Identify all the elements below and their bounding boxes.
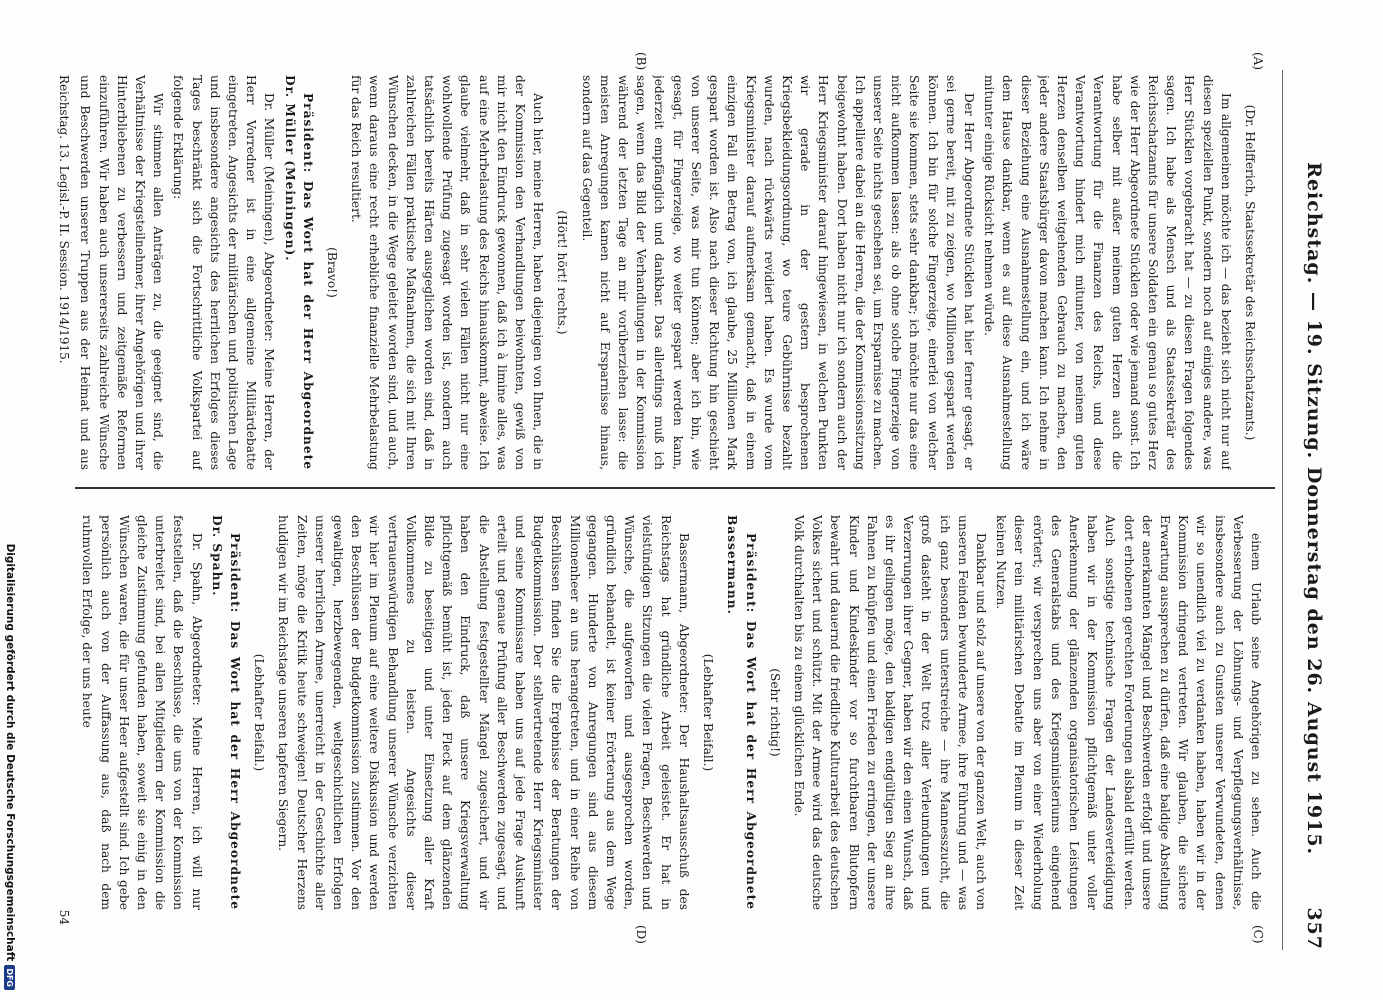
left-column bbox=[75, 75, 1265, 470]
interjection: (Hört! hört! rechts.) bbox=[555, 210, 570, 335]
right-paragraph-2: Dankbar und stolz auf unsere von der ganzen Welt, auch von unseren Feinden bewunderte Armee, ihre Führung und — was ich ganz besonders unterstreiche — ihre Mannesszucht, die groß dasteht in der Welt trotz aller Verleumdungen und Verzerrungen ihrer Gegner, haben wir den einen Wunsch, daß es ihr gelingen möge, den baldigen endgültigen Sieg an ihre Fahnen zu knüpfen und einen Frieden zu erringen, der unsere Kinder und Kindeskinder vor so furchtbaren Blutopfern bewahrt und dauernd die friedliche Kulturarbeit des deutschen Volkes sichert und schützt. Mit der Armee wird das deutsche Volk durchhalten bis zu einem glücklichen Ende. bbox=[791, 515, 988, 910]
left-paragraph-1: Im allgemeinen möchte ich — das bezieht sich nicht nur auf diesen speziellen Punkt, sondern noch auf einiges andere, was Herr Stücklen vorgebracht hat — zu diesen Fragen folgendes sagen. Ich habe als Mensch und als Staatssekretär des Reichsschatzamts für unsere Soldaten ein genau so gutes Herz wie der Herr Abgeordnete Stücklen oder wie jemand sonst. Ich habe selber mit außer meinem guten Herzen auch die Verantwortung für die Finanzen des Reichs, und diese Verantwortung hindert mich mitunter, von meinem guten Herzen denselben weitgehenden Gebrauch zu machen, den jeder andere Staatsbürger davon machen kann. Ich nehme in dieser Beziehung eine Ausnahmestellung ein, und ich wäre dem Hause dankbar, wenn es auf diese Ausnahmestellung mitunter einige Rücksicht nehmen würde. bbox=[982, 75, 1233, 470]
left-paragraph-2: Der Herr Abgeordnete Stücklen hat hier ferner gesagt, er sei gerne bereit, mit zu zeigen, wo Millionen gespart werden können. Ich bin für solche Fingerzeige, einerlei von welcher Seite sie kommen, stets sehr dankbar; ich möchte nur das eine nicht aufkommen lassen: als ob ohne solche Fingerzeige von unserer Seite nichts geschehen sei, um Ersparnisse zu machen. Ich appelliere dabei an die Herren, die der Kommissionssitzung beigewohnt haben. Dort haben nicht nur ich sondern auch der Herr Kriegsminister darauf hingewiesen, in welchen Punkten wir gerade in der gestern besprochenen Kriegsbekleidungsordnung, wo teure Gebührnisse bezahlt wurden, nach rückwärts revidiert haben. Es wurde vom Kriegsminister darauf aufmerksam gemacht, daß in einem einzigen Fall ein Betrag von, ich glaube, 25 Millionen Mark gespart worden ist. Also nach dieser Richtung hin geschieht von unserer Seite, was mir tun können; aber ich bin, wie gesagt, für Fingerzeige, wo weiter gespart werden kann, jederzeit empfänglich und dankbar. Das allerdings muß ich sagen, wenn das Bild der Verhandlungen in der Kommission während der letzten Tage an mir vorüberziehen lasse: die meisten Anregungen kamen nicht auf Ersparnisse hinaus, sondern auf das Gegenteil. bbox=[579, 75, 976, 470]
speaker-intro: (Dr. Helfferich, Staatssekretär des Reichsschatzamts.) bbox=[1243, 104, 1257, 441]
interjection: (Bravo!) bbox=[325, 247, 340, 298]
footer-source: Reichstag. 13. Legisl.-P. II. Session. 1914/1915. bbox=[57, 75, 71, 364]
interjection: (Lebhafter Beifall.) bbox=[701, 653, 716, 772]
page-footer bbox=[51, 75, 71, 945]
right-paragraph-1: einem Urlaub seine Angehörigen zu sehen. Auch die Verbesserung der Löhnungs- und Verpflegungsverhältnisse, insbesondere auch zu Gunsten unserer Verwundeten, denen wir so unendlich viel zu verdanken haben, haben wir in der Kommission dringend vertreten. Wir glauben, die sichere Erwartung aussprechen zu dürfen, daß eine baldige Abstellung der anerkannten Mängel und Beschwerden erfolgt und unsere dort erhobenen gerechten Forderungen alsbald erfüllt werden. Auch sonstige technische Fragen der Landesverteidigung haben wir in der Kommission pflichtgemäß unter voller Anerkennung der glänzenden organisatorischen Leistungen des Generalstabs und des Kriegsministeriums eingehend erörtert; wir versprechen uns aber von einer Wiederholung dieser rein militärischen Debatte im Plenum in dieser Zeit keinen Nutzen. bbox=[994, 515, 1263, 910]
right-column bbox=[75, 515, 1265, 910]
margin-letter-d: (D) bbox=[634, 925, 648, 944]
right-paragraph-4: Dr. Spahn, Abgeordneter: Meine Herren, ich will nur feststellen, daß die Beschlüsse, die uns von der Kommission unterbreitet sind, bei allen Mitgliedern der Kommission die gleiche Zustimmung gefunden haben, soweit sie einig in den Wünschen waren, die für unser Heer aufgestellt sind. Ich gebe persönlich auch von der Auffassung aus, daß nach dem ruhmvollen Erfolge, der uns heute bbox=[80, 515, 204, 910]
margin-letter-b: (B) bbox=[634, 52, 648, 71]
left-paragraph-3: Auch hier, meine Herren, haben diejenigen von Ihnen, die in der Kommission den Verhandlungen beiwohnten, gewiß von mir nicht den Eindruck gewonnen, daß ich à limine alles, was auf eine Mehrbelastung des Reichs hinauskommt, abweise. Ich glaube vielmehr, daß in sehr vielen Fällen nicht nur eine wohlwollende Prüfung zugesagt worden ist, sondern auch tatsächlich bereits Härten ausgeglichen worden sind, daß in zahlreichen Fällen praktische Maßnahmen, die sich mit Ihren Wünschen decken, in die Wege geleitet worden sind, und auch, wenn daraus eine recht erhebliche finanzielle Mehrbelastung für das Reich resultiert. bbox=[349, 75, 546, 470]
dfg-logo-icon: DFG bbox=[5, 965, 16, 990]
left-paragraph-4: Dr. Müller (Meiningen), Abgeordneter: Meine Herren, der Herr Vorredner ist in eine allgemeine Militärdebatte eingetreten. Angesichts der militärischen und politischen Lage und insbesondere angesichts des herrlichen Erfolges dieses Tages beschränkt sich die Fortschrittliche Volkspartei auf folgende Erklärung: bbox=[171, 75, 277, 470]
header-rule bbox=[1282, 70, 1283, 950]
margin-letter-a: (A) bbox=[1251, 52, 1265, 71]
president-statement: Präsident: Das Wort hat der Herr Abgeordnete Bassermann. bbox=[725, 515, 758, 910]
interjection: (Sehr richtig!) bbox=[767, 668, 782, 757]
president-statement: Präsident: Das Wort hat der Herr Abgeordnete Dr. Spahn. bbox=[209, 515, 243, 910]
header-title: Reichstag. — 19. Sitzung. Donnerstag den 26. August 1915. bbox=[1303, 162, 1325, 856]
digitization-note: Digitalisierung gefördert durch die Deutsche Forschungsgemeinschaft bbox=[4, 543, 16, 962]
interjection: (Lebhafter Beifall.) bbox=[252, 653, 267, 772]
page-number: 357 bbox=[1303, 907, 1325, 950]
left-paragraph-5: Wir stimmen allen Anträgen zu, die geeignet sind, die Verhältnisse der Kriegsteilnehmer, ihrer Angehörigen und ihrer Hinterbliebenen zu verbessern und zeitgemäße Reformen einzuführen. Wir haben auch unsererseits zahlreiche Wünsche und Beschwerden unserer Truppen aus der Heimat und aus bbox=[78, 75, 166, 470]
page-header bbox=[1285, 70, 1325, 950]
digitization-credit bbox=[2, 60, 18, 990]
column-divider bbox=[75, 487, 1275, 489]
sheet-number: 54 bbox=[57, 909, 71, 925]
president-statement: Präsident: Das Wort hat der Herr Abgeordnete Dr. Müller (Meiningen). bbox=[282, 75, 315, 470]
margin-letter-c: (C) bbox=[1251, 925, 1265, 944]
right-paragraph-3: Bassermann, Abgeordneter: Der Haushaltsausschuß des Reichstags hat gründliche Arbeit geleistet. Er hat in vielstündigen Sitzungen die vielen Fragen, Beschwerden und Wünsche, die aufgeworfen und ausgesprochen worden, gründlich behandelt, ist keiner Erörterung aus dem Wege gegangen. Hunderte von Anregungen sind aus diesem Millionenheer an uns herangetreten, und in einer Reihe von Beschlüssen finden Sie die Ergebnisse der Beratungen der Budgetkommission. Der stellvertretende Herr Kriegsminister und seine Kommissare haben uns auf jede Frage Auskunft erteilt und genaue Prüfung aller Beschwerden zugesagt, und die Abstellung festgestellter Mängel zugesichert, und wir haben den Eindruck, daß unsere Kriegsverwaltung pflichtgemäß bemüht ist, jeden Fleck auf dem glänzenden Bilde zu beseitigen und unter Einsetzung aller Kraft Vollkommenes zu leisten. Angesichts dieser vertrauenswürdigen Behandlung unserer Wünsche verzichten wir hier im Plenum auf eine weitere Diskussion und werden den Beschlüssen der Budgetkommission zustimmen. Vor den gewaltigen, herzbewegenden, weltgeschichtlichen Erfolgen unserer herrlichen Armee, unerreicht in der Geschichte aller Zeiten, möge die Kritik heute schweigen! Deutscher Herzens huldigen wir im Reichstage unseren tapferen Siegern. bbox=[276, 515, 691, 910]
